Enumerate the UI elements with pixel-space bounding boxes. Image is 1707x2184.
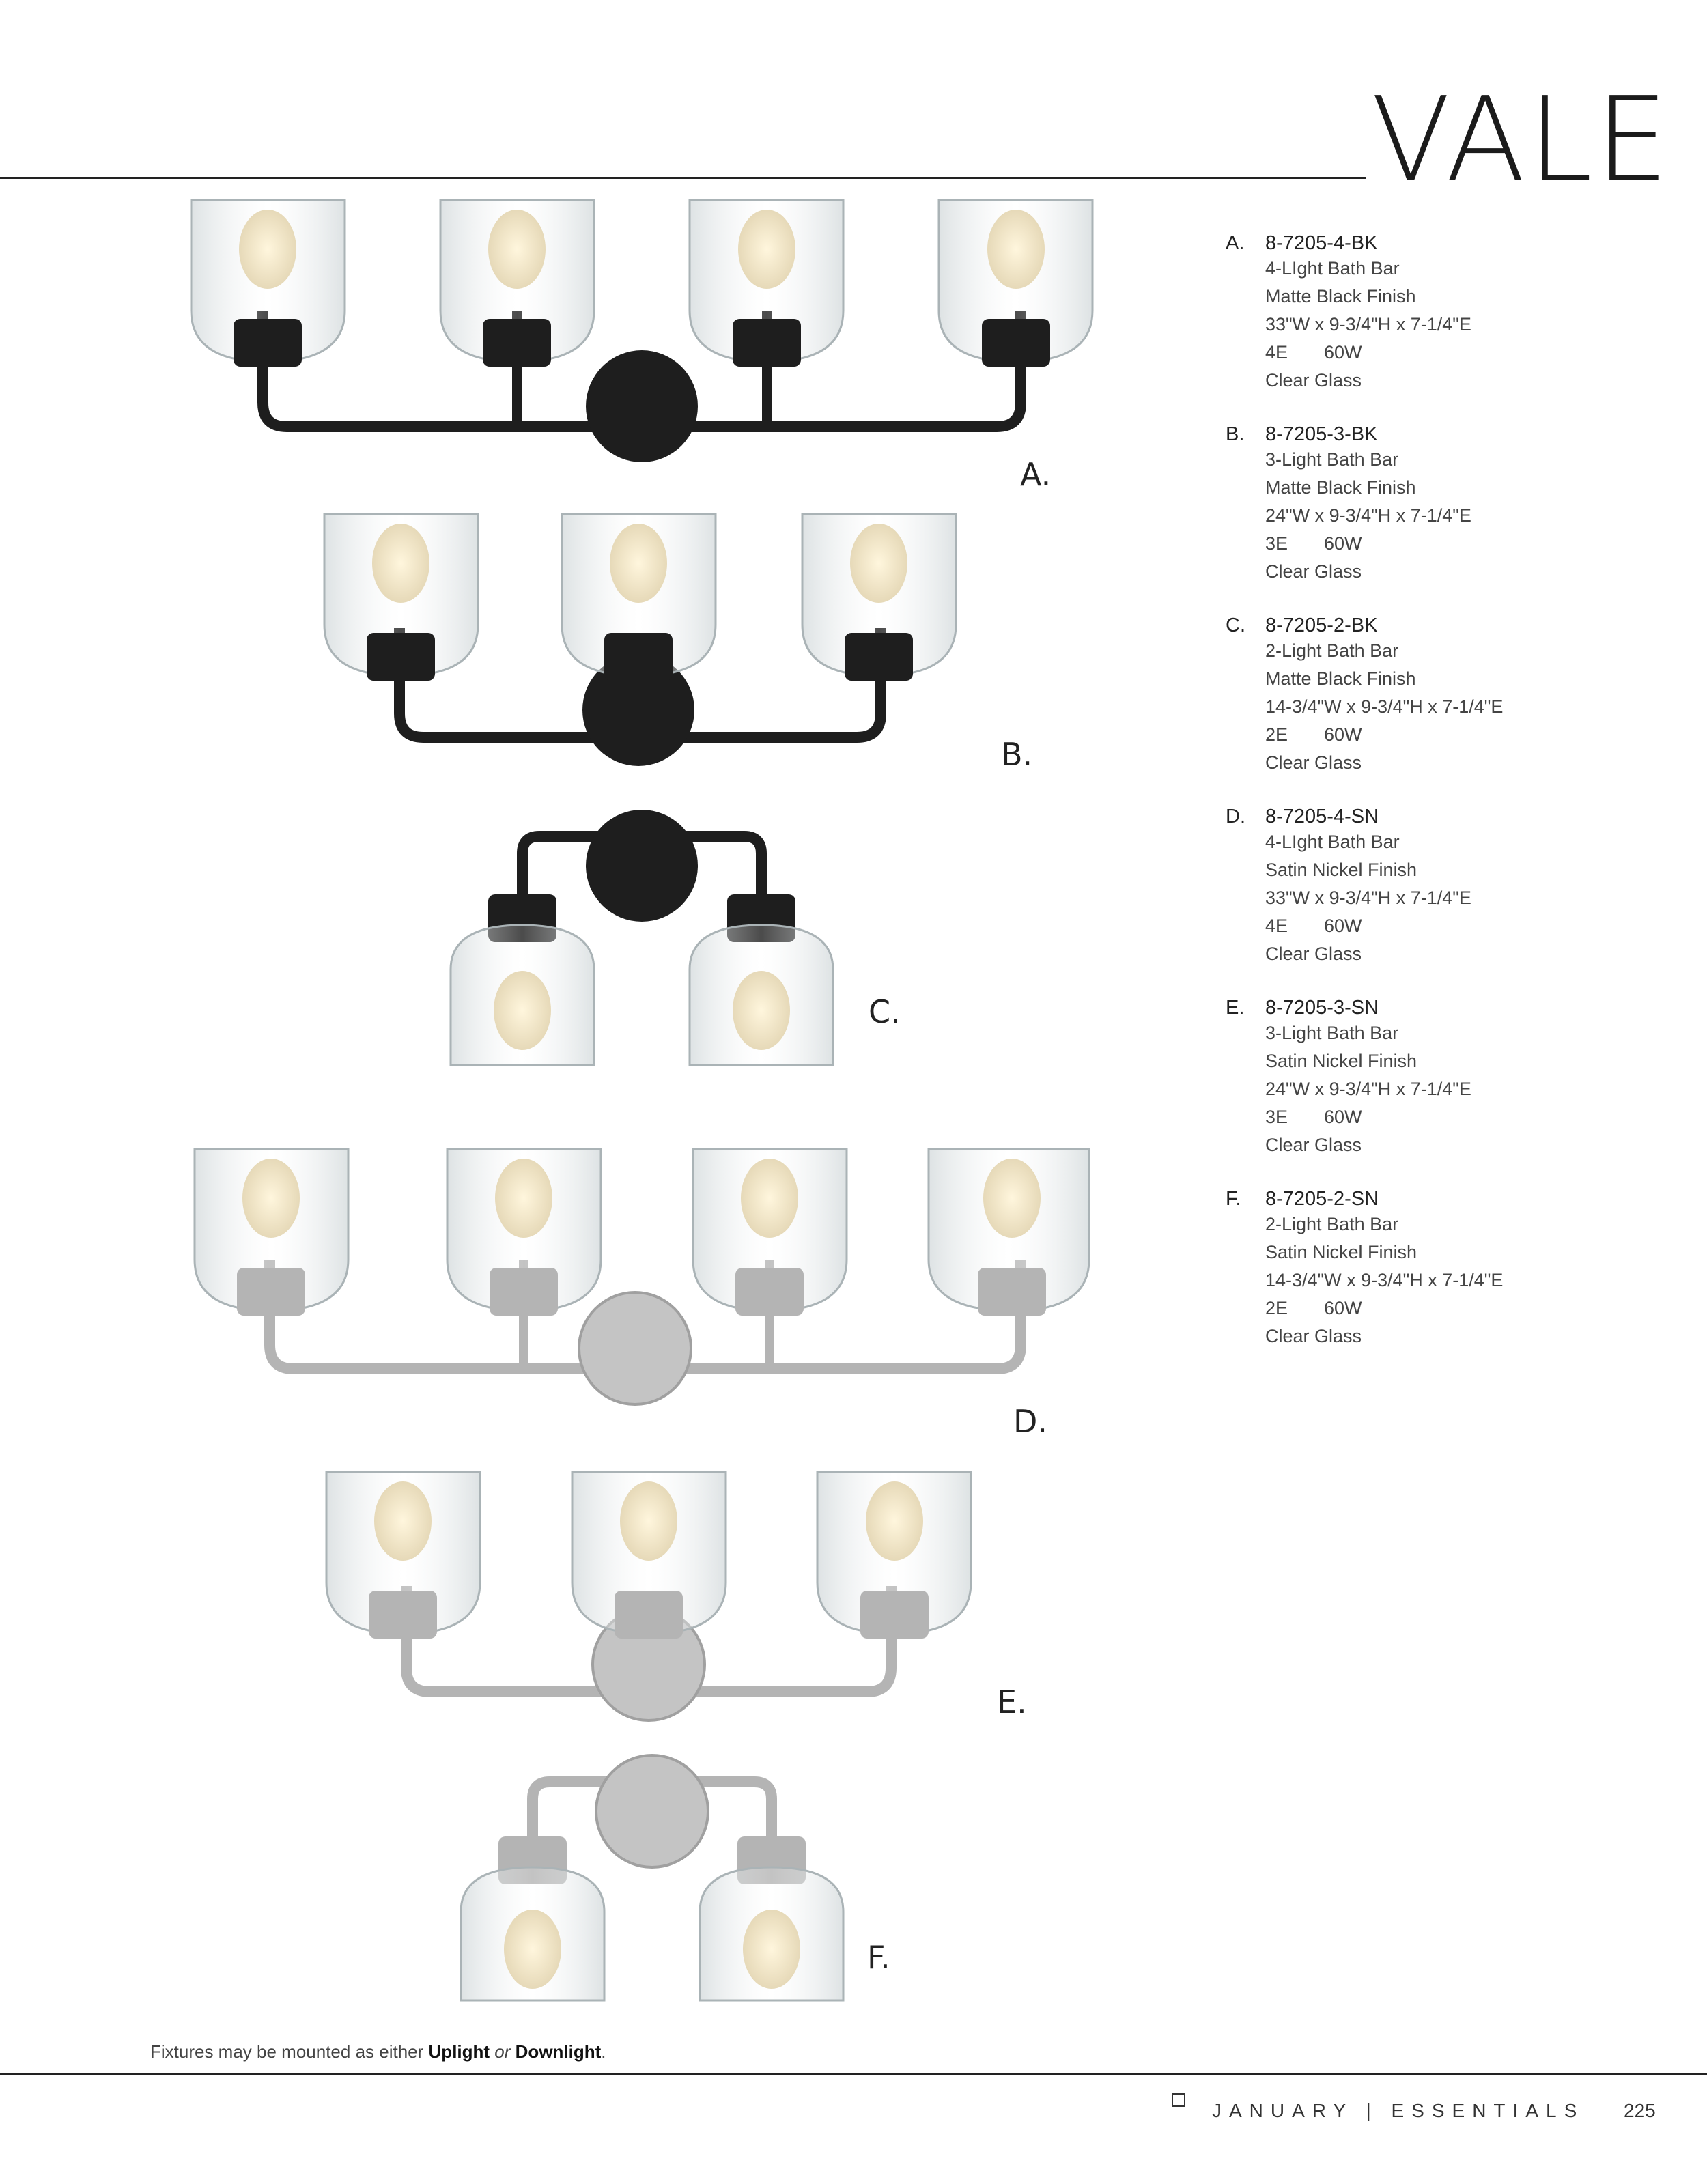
note-prefix: Fixtures may be mounted as either (150, 2041, 429, 2062)
spec-bulbs: 4E (1265, 342, 1288, 363)
fixture-c-image (444, 806, 840, 1068)
spec-finish: Satin Nickel Finish (1265, 1051, 1417, 1071)
spec-finish: Satin Nickel Finish (1265, 860, 1417, 880)
note-downlight: Downlight (515, 2041, 602, 2062)
spec-code: 8-7205-4-BK (1265, 232, 1378, 254)
spec-glass: Clear Glass (1265, 1326, 1362, 1346)
spec-glass: Clear Glass (1265, 370, 1362, 391)
spec-finish: Matte Black Finish (1265, 286, 1416, 307)
checkbox-icon (1172, 2093, 1185, 2107)
fixture-b-label: B. (1001, 736, 1033, 773)
footer-text: JANUARY | ESSENTIALS (1212, 2100, 1585, 2121)
spec-letter: E. (1226, 997, 1245, 1019)
fixture-a-image (178, 195, 1106, 481)
spec-type: 2-Light Bath Bar (1265, 640, 1399, 661)
spec-item-e (1226, 997, 1663, 1159)
spec-item-d (1226, 806, 1663, 968)
spec-letter: C. (1226, 614, 1245, 636)
spec-type: 4-LIght Bath Bar (1265, 832, 1400, 852)
footer-label (1212, 2100, 1584, 2122)
spec-bulbs: 3E (1265, 1107, 1288, 1127)
spec-glass: Clear Glass (1265, 561, 1362, 582)
spec-dims: 14-3/4"W x 9-3/4"H x 7-1/4"E (1265, 696, 1504, 717)
fixture-f-image (454, 1751, 850, 2004)
fixture-f-label: F. (867, 1939, 890, 1976)
note-or: or (494, 2041, 511, 2062)
spec-dims: 33"W x 9-3/4"H x 7-1/4"E (1265, 888, 1471, 908)
note-period: . (601, 2041, 606, 2062)
spec-dims: 24"W x 9-3/4"H x 7-1/4"E (1265, 505, 1471, 526)
spec-bulbs: 2E (1265, 1298, 1288, 1318)
spec-type: 2-Light Bath Bar (1265, 1214, 1399, 1234)
spec-item-c (1226, 614, 1663, 777)
spec-watts: 60W (1324, 533, 1362, 554)
spec-glass: Clear Glass (1265, 1135, 1362, 1155)
spec-item-f (1226, 1188, 1663, 1350)
page-number: 225 (1624, 2100, 1656, 2121)
fixture-a-label: A. (1020, 456, 1052, 493)
spec-code: 8-7205-3-SN (1265, 997, 1379, 1019)
page-title: VALE (1371, 72, 1671, 208)
spec-letter: D. (1226, 806, 1245, 827)
spec-watts: 60W (1324, 1107, 1362, 1127)
top-rule (0, 177, 1366, 179)
spec-dims: 33"W x 9-3/4"H x 7-1/4"E (1265, 314, 1471, 335)
spec-item-a (1226, 232, 1663, 395)
spec-type: 3-Light Bath Bar (1265, 1023, 1399, 1043)
spec-bulbs: 2E (1265, 724, 1288, 745)
spec-list (1226, 232, 1663, 1379)
spec-type: 3-Light Bath Bar (1265, 449, 1399, 470)
spec-watts: 60W (1324, 724, 1362, 745)
spec-code: 8-7205-4-SN (1265, 806, 1379, 827)
spec-watts: 60W (1324, 1298, 1362, 1318)
spec-glass: Clear Glass (1265, 944, 1362, 964)
shade-1 (191, 200, 345, 367)
fixture-d-label: D. (1013, 1403, 1048, 1440)
bottom-rule (0, 2073, 1707, 2075)
spec-item-b (1226, 423, 1663, 586)
shade-3 (690, 200, 843, 367)
spec-finish: Matte Black Finish (1265, 477, 1416, 498)
spec-code: 8-7205-2-BK (1265, 614, 1378, 636)
fixture-b-image (311, 509, 966, 775)
spec-letter: B. (1226, 423, 1245, 445)
spec-code: 8-7205-2-SN (1265, 1188, 1379, 1210)
fixture-c-label: C. (869, 993, 901, 1030)
shade-2 (440, 200, 594, 367)
spec-bulbs: 4E (1265, 916, 1288, 936)
spec-glass: Clear Glass (1265, 752, 1362, 773)
spec-type: 4-LIght Bath Bar (1265, 258, 1400, 279)
spec-dims: 14-3/4"W x 9-3/4"H x 7-1/4"E (1265, 1270, 1504, 1290)
spec-watts: 60W (1324, 916, 1362, 936)
spec-code: 8-7205-3-BK (1265, 423, 1378, 445)
spec-finish: Matte Black Finish (1265, 668, 1416, 689)
fixture-e-label: E. (997, 1684, 1027, 1720)
fixture-d-image (184, 1144, 1103, 1417)
spec-bulbs: 3E (1265, 533, 1288, 554)
fixture-e-image (321, 1466, 976, 1726)
spec-letter: A. (1226, 232, 1245, 254)
spec-watts: 60W (1324, 342, 1362, 363)
shade-4 (939, 200, 1092, 367)
spec-letter: F. (1226, 1188, 1241, 1210)
mounting-note (150, 2041, 606, 2062)
spec-finish: Satin Nickel Finish (1265, 1242, 1417, 1262)
note-uplight: Uplight (428, 2041, 490, 2062)
spec-dims: 24"W x 9-3/4"H x 7-1/4"E (1265, 1079, 1471, 1099)
